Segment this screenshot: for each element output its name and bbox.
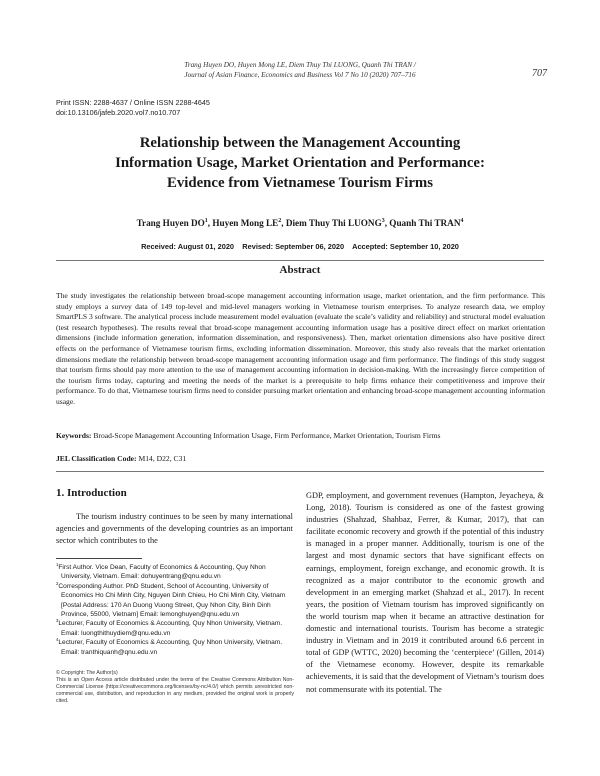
- issn-line: Print ISSN: 2288-4637 / Online ISSN 2288-4645: [56, 98, 210, 107]
- footnote-text: Lecturer, Faculty of Economics & Accounting, Quy Nhon University, Vietnam. Email: luongthithuydiem@qnu.edu.vn: [58, 620, 283, 637]
- footnote: [56, 638, 294, 657]
- footnote-rule: [56, 558, 142, 559]
- author-3: Diem Thuy Thi LUONG: [285, 218, 382, 228]
- accepted-date: Accepted: September 10, 2020: [352, 242, 459, 251]
- section-heading-introduction: 1. Introduction: [56, 487, 127, 499]
- divider: [56, 471, 544, 472]
- footnote-mark: 4: [56, 637, 59, 643]
- abstract-text: The study investigates the relationship between broad-scope management accounting information usage, market orientation, and the firm performance. This study employs a survey data of 149 top-level and mid-level managers working in Vietnamese tourism enterprises. To analyze research data, we employ SmartPLS 3 software. The analytical process include measurement model evaluation (evaluate the scale’s validity and reliability) and structural model evaluation (test research hypotheses). The results reveal that broad-scope management accounting information usage has a positive direct effect on market orientation dimensions (include information generation, information dissemination, and responsiveness). Then, market orientation dimensions also have positive direct effects on the performance of Vietnamese tourism firms, excluding information dissemination. Moreover, this study also reveals that the market orientation dimensions mediate the relationship between broad-scope management accounting information usage and firm performance. The findings of this study suggest that tourism firms should pay more attention to the use of management accounting information in decision-making. With the increasingly fierce competition of the tourism firms today, capturing and meeting the needs of the market is a prerequisite to help firms enhance their competitiveness and improve their performance. To do that, Vietnamese tourism firms need to consider pursuing market orientation and enhancing broad-scope management accounting information usage.: [56, 291, 545, 406]
- author-3-mark: 3: [381, 217, 385, 224]
- author-list: Trang Huyen $DO^1$, Huyen Mong $LE^2$, Diem Thuy Thi LUONG$^3$, Quanh Thi TRAN$^4$: [136, 217, 464, 228]
- author-1: Trang Huyen DO: [136, 218, 205, 228]
- article-title: [60, 133, 540, 193]
- page-number: 707: [532, 68, 547, 79]
- author-2: Huyen Mong LE: [212, 218, 279, 228]
- keywords-text: Broad-Scope Management Accounting Information Usage, Firm Performance, Market Orientation, Tourism Firms: [93, 431, 441, 440]
- footnote-mark: 1: [56, 561, 59, 567]
- received-date: Received: August 01, 2020: [141, 242, 235, 251]
- running-header-authors: Trang Huyen DO, Huyen Mong LE, Diem Thuy Thi LUONG, Quanh Thi TRAN /: [184, 61, 416, 69]
- license-text: This is an Open Access article distributed under the terms of the Creative Commons Attribution Non-Commercial License (https://creativecommons.org/licenses/by-nc/4.0/) which permits unrestricted non-commercial use, distribution, and reproduction in any medium, provided the original work is properly cited.: [56, 676, 294, 704]
- author-4: Quanh Thi TRAN: [389, 218, 461, 228]
- abstract-heading: Abstract: [279, 264, 321, 276]
- footnote-text: First Author. Vice Dean, Faculty of Economics & Accounting, Quy Nhon University, Vietnam. Email: dohuyentrang@qnu.edu.vn: [58, 564, 266, 581]
- author-4-mark: 4: [460, 217, 464, 224]
- running-header-journal: Journal of Asian Finance, Economics and Business Vol 7 No 10 (2020) 707–716: [184, 71, 416, 79]
- footnote-text: Corresponding Author. PhD Student, School of Accounting, University of Economics Ho Chi Minh City, Nguyen Dinh Chieu, Ho Chi Minh City, Vietnam [Postal Address: 170 An Duong Vuong Street, Quy Nhon City, Binh Dinh Province, 55000, Vietnam] Email: lemonghuyen@qnu.edu.vn: [58, 582, 286, 619]
- divider: [56, 260, 544, 261]
- footnote-mark: 3: [56, 618, 59, 624]
- doi-line[interactable]: doi:10.13106/jafeb.2020.vol7.no10.707: [56, 108, 181, 117]
- title-line-1: Relationship between the Management Accounting: [139, 135, 461, 151]
- footnote: [56, 563, 294, 582]
- title-line-3: Evidence from Vietnamese Tourism Firms: [166, 175, 434, 191]
- author-2-mark: 2: [278, 217, 282, 224]
- footnote-mark: 2: [56, 580, 59, 586]
- intro-paragraph-right: GDP, employment, and government revenues (Hampton, Jeyacheya, & Long, 2018). Tourism is considered as one of the fastest growing industries (Shahzad, Shahbaz, Ferrer, & Kumar, 2017), that can facilitate economic recovery and growth if the potential of this industry is managed in a proper manner. Additionally, tourism is one of the largest and most dynamic sectors that have significant effects on earnings, employment, foreign exchange, and economic growth. It is recognized as a major contributor to the economic growth and development in an emerging market (Shahzad et al., 2017). In recent years, the position of Vietnam tourism has improved significantly on the world tourism map when it became an attractive destination for domestic and international tourists. Tourism has become a strategic industry in Vietnam and in 2019 it contributed around 6.6 percent in total of GDP (WTTC, 2020) becoming the ‘centerpiece’ (Gillen, 2014) of the Vietnamese economy. However, despite its remarkable achievements, it is said that the development of Vietnam’s tourism does not commensurate with its potential. The: [306, 491, 544, 694]
- jel-codes: M14, D22, C31: [138, 454, 187, 463]
- author-1-mark: 1: [204, 217, 208, 224]
- issn-block: [56, 98, 210, 118]
- copyright-line: © Copyright: The Author(s): [56, 670, 118, 676]
- keywords-line: [56, 431, 545, 440]
- keywords-label: Keywords:: [56, 431, 92, 440]
- running-header: [120, 60, 480, 80]
- footnotes: [56, 563, 294, 657]
- article-dates: [60, 242, 540, 251]
- footnote: [56, 619, 294, 638]
- intro-paragraph-left: The tourism industry continues to be seen by many international agencies and governments of the developing countries as an important sector which contributes to the: [56, 512, 293, 546]
- copyright-notice: [56, 670, 294, 705]
- title-line-2: Information Usage, Market Orientation and Performance:: [115, 155, 485, 171]
- jel-label: JEL Classification Code:: [56, 454, 137, 463]
- footnote: [56, 582, 294, 620]
- footnote-text: Lecturer, Faculty of Economics & Accounting, Quy Nhon University, Vietnam. Email: tranthiquanh@qnu.edu.vn: [58, 639, 283, 656]
- jel-line: [56, 454, 545, 463]
- revised-date: Revised: September 06, 2020: [242, 242, 345, 251]
